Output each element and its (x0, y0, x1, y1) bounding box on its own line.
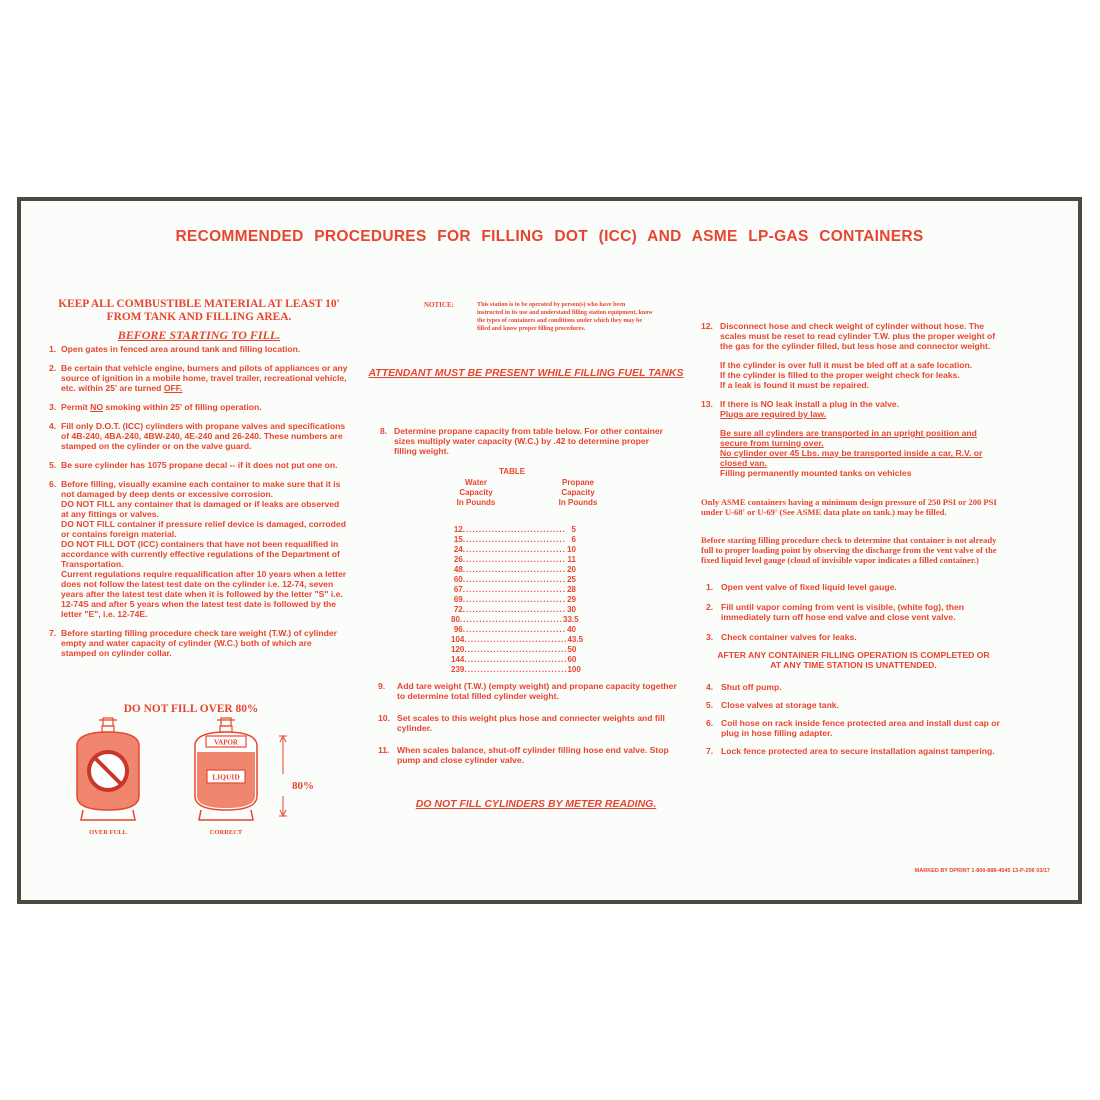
water-capacity-cell: 24 (453, 545, 463, 554)
sign-title: RECOMMENDED PROCEDURES FOR FILLING DOT (ICC) AND ASME LP-GAS CONTAINERS (175, 228, 924, 245)
vapor-label: VAPOR (214, 738, 238, 747)
header-line: Propane (561, 478, 594, 487)
item-text: Add tare weight (T.W.) (empty weight) and propane capacity together to determine total filled cylinder weight. (397, 681, 677, 701)
water-capacity-header (446, 478, 506, 508)
water-capacity-cell: 67 (453, 585, 463, 594)
eighty-percent-label: 80% (292, 780, 314, 792)
item-text: Before filling, visually examine each container to make sure that it is not damaged by deep dents or excessive corrosion. (61, 479, 341, 499)
table-row (451, 665, 581, 675)
item-text: Coil hose on rack inside fence protected area and install dust cap or plug in hose filling adapter. (721, 718, 1000, 738)
table-row (451, 585, 576, 595)
left-item-4 (49, 421, 349, 451)
item-text: Lock fence protected area to secure installation against tampering. (721, 746, 995, 756)
item-number: 6. (49, 479, 57, 489)
middle-item-8 (380, 426, 670, 456)
item-number: 1. (49, 344, 57, 354)
item-number: 3. (49, 402, 57, 412)
water-capacity-cell: 26 (453, 555, 463, 564)
footer-mark: MARKED BY DPRINT 1-800-888-4545 13-P-206 03/17 (914, 868, 1050, 874)
item-6-line-1: DO NOT FILL any container that is damaged or if leaks are observed at any fittings or valves. (61, 499, 340, 519)
right-step-4 (706, 682, 1001, 692)
item-text: Set scales to this weight plus hose and connecter weights and fill cylinder. (397, 713, 665, 733)
propane-capacity-cell: 43.5 (567, 635, 584, 644)
overfull-line: If the cylinder is over full it must be bled off at a safe location. (720, 360, 973, 370)
item-number: 7. (706, 746, 714, 756)
liquid-label: LIQUID (212, 772, 240, 782)
propane-capacity-cell: 6 (571, 535, 576, 544)
item-number: 7. (49, 628, 57, 638)
propane-capacity-cell: 60 (567, 655, 577, 664)
item-text: Open gates in fenced area around tank and filling location. (61, 344, 301, 354)
tank-diagram (69, 716, 319, 841)
header-line: In Pounds (558, 498, 598, 507)
water-capacity-cell: 80 (451, 615, 460, 624)
capacity-table (451, 525, 584, 675)
leader-dots: ................................ (464, 655, 568, 664)
after-filling-notice: AFTER ANY CONTAINER FILLING OPERATION IS COMPLETED OR AT ANY TIME STATION IS UNATTENDED. (717, 650, 990, 670)
item-number: 8. (380, 426, 388, 436)
propane-capacity-header (548, 478, 608, 508)
leader-dots: ................................ (464, 635, 568, 644)
item-text-pre: Permit (61, 402, 91, 412)
left-item-7 (49, 628, 349, 658)
right-step-6 (706, 718, 1001, 738)
liquid-level-steps (706, 582, 1001, 642)
item-number: 6. (706, 718, 714, 728)
leader-dots: ................................ (464, 665, 568, 674)
overfull-label: OVER FULL (89, 829, 127, 836)
table-row (451, 525, 576, 535)
item-text: Open vent valve of fixed liquid level gauge. (721, 582, 897, 592)
leader-dots: ................................ (462, 625, 566, 634)
overfull-tank-icon (77, 718, 139, 820)
item-number: 1. (706, 582, 714, 592)
leader-dots: ................................ (462, 545, 566, 554)
leader-dots: ................................ (462, 595, 566, 604)
middle-item-9 (378, 681, 678, 701)
item-6-line-4: Current regulations require requalification after 10 years when a letter does not follow the latest test date on the cylinder i.e. 12-74, seven years after the latest test date when it is followed by the letter "S" i.e. 12-74S and after 5 years when the latest test date is followed by the letter "E", i.e. 12-74E. (61, 569, 347, 619)
safety-sign (17, 197, 1082, 904)
water-capacity-cell: 72 (453, 605, 463, 614)
asme-rule: Only ASME containers having a minimum design pressure of 250 PSI or 200 PSI under U-68' or U-69' (See ASME data plate on tank.) may be filled. (701, 497, 997, 517)
propane-capacity-cell: 5 (571, 525, 576, 534)
leader-dots: ................................ (459, 615, 564, 624)
item-number: 5. (49, 460, 57, 470)
left-item-6 (49, 479, 349, 619)
over-45-rule: No cylinder over 45 Lbs. may be transported inside a car, R.V. or closed van. (720, 448, 983, 468)
right-step-1 (706, 582, 1001, 592)
item-text: Close valves at storage tank. (721, 700, 839, 710)
permanent-tanks: Filling permanently mounted tanks on vehicles (720, 468, 912, 478)
item-emphasis: NO (90, 402, 104, 412)
leader-dots: ................................ (462, 565, 566, 574)
item-number: 5. (706, 700, 714, 710)
item-text: Disconnect hose and check weight of cylinder without hose. The scales must be reset to read cylinder T.W. plus the proper weight of the gas for the cylinder filled, but less hose and connector weight. (720, 321, 996, 351)
item-6-line-2: DO NOT FILL container if pressure relief device is damaged, corroded or contains foreign material. (61, 519, 346, 539)
item-6-line-3: DO NOT FILL DOT (ICC) containers that have not been requalified in accordance with currently effective regulations of the Department of Transportation. (61, 539, 340, 569)
water-capacity-cell: 144 (451, 655, 465, 664)
right-step-7 (706, 746, 1001, 756)
overfull-line: If a leak is found it must be repaired. (720, 380, 869, 390)
combustible-heading-line-1: KEEP ALL COMBUSTIBLE MATERIAL AT LEAST 10' (58, 298, 340, 310)
table-row (451, 595, 576, 605)
meter-warning: DO NOT FILL CYLINDERS BY METER READING. (415, 798, 657, 810)
header-line: Capacity (459, 488, 493, 497)
propane-capacity-cell: 11 (567, 555, 576, 564)
leader-dots: ................................ (464, 645, 568, 654)
item-text: Fill until vapor coming from vent is visible, (white fog), then immediately turn off hose end valve and close vent valve. (721, 602, 965, 622)
leader-dots: ................................ (462, 525, 566, 534)
propane-capacity-cell: 40 (567, 625, 576, 634)
upright-rule: Be sure all cylinders are transported in an upright position and secure from turning over. (720, 428, 977, 448)
table-row (451, 605, 576, 615)
plugs-required: Plugs are required by law. (720, 409, 827, 419)
leader-dots: ................................ (462, 555, 566, 564)
water-capacity-cell: 104 (451, 635, 465, 644)
item-number: 10. (378, 713, 390, 723)
do-not-fill-heading: DO NOT FILL OVER 80% (123, 703, 259, 715)
item-text: Determine propane capacity from table below. For other container sizes multiply water capacity (W.C.) by .42 to determine proper filling weight. (394, 426, 664, 456)
table-row (451, 645, 576, 655)
item-text: smoking within 25' of filling operation. (103, 402, 262, 412)
notice-label: NOTICE: (424, 301, 454, 309)
left-item-3 (49, 402, 349, 412)
item-number: 12. (701, 321, 713, 331)
table-row (451, 575, 576, 585)
middle-items-9-11 (378, 681, 678, 765)
table-row (451, 635, 584, 645)
item-emphasis: OFF. (163, 383, 183, 393)
water-capacity-cell: 60 (453, 575, 463, 584)
table-row (451, 545, 576, 555)
overfull-instructions (720, 360, 1001, 390)
leader-dots: ................................ (462, 585, 566, 594)
item-text: Be certain that vehicle engine, burners and pilots of appliances or any source of ignition in a mobile home, travel trailer, recreational vehicle, etc. within 25' are turned (61, 363, 348, 393)
correct-tank-icon (195, 718, 257, 820)
propane-capacity-cell: 50 (567, 645, 577, 654)
table-row (451, 555, 576, 565)
item-number: 4. (706, 682, 714, 692)
item-number: 4. (49, 421, 57, 431)
combustible-heading-line-2: FROM TANK AND FILLING AREA. (106, 311, 292, 323)
item-number: 11. (378, 745, 390, 755)
transport-rules (720, 409, 1001, 478)
table-row (451, 625, 576, 635)
propane-capacity-cell: 28 (567, 585, 576, 594)
table-row (451, 565, 576, 575)
middle-item-10 (378, 713, 678, 733)
right-step-3 (706, 632, 1001, 642)
right-item-12 (701, 321, 1001, 351)
item-number: 2. (49, 363, 57, 373)
item-number: 3. (706, 632, 714, 642)
middle-item-11 (378, 745, 678, 765)
propane-capacity-cell: 29 (567, 595, 576, 604)
propane-capacity-cell: 30 (567, 605, 576, 614)
water-capacity-cell: 120 (451, 645, 465, 654)
header-line: Capacity (561, 488, 595, 497)
propane-capacity-cell: 10 (567, 545, 576, 554)
leader-dots: ................................ (462, 575, 566, 584)
header-line: In Pounds (456, 498, 496, 507)
table-row (451, 615, 579, 625)
leader-dots: ................................ (462, 605, 566, 614)
item-text: If there is NO leak install a plug in the valve. (720, 399, 900, 409)
propane-capacity-cell: 33.5 (563, 615, 579, 624)
item-text: Shut off pump. (721, 682, 782, 692)
right-step-2 (706, 602, 1001, 622)
eighty-percent-arrow-icon (279, 736, 287, 816)
item-text: When scales balance, shut-off cylinder filling hose end valve. Stop pump and close cylinder valve. (397, 745, 669, 765)
header-line: Water (465, 478, 487, 487)
water-capacity-cell: 239 (451, 665, 465, 674)
left-column (49, 298, 349, 658)
item-text: Be sure cylinder has 1075 propane decal -- if it does not put one on. (61, 460, 338, 470)
water-capacity-cell: 96 (453, 625, 463, 634)
propane-capacity-cell: 100 (567, 665, 581, 674)
notice-text: This station is to be operated by person(s) who have been instructed in its use and understand filling station equipment, know the types of containers and conditions under which they may be filled and know proper filling procedures. (477, 302, 653, 333)
item-text: Check container valves for leaks. (721, 632, 857, 642)
right-step-5 (706, 700, 1001, 710)
item-number: 2. (706, 602, 714, 612)
before-filling-check: Before starting filling procedure check to determine that container is not already full to proper loading point by observing the discharge from the vent valve of the fixed liquid level gauge (cloud of invisible vapor indicates a filled container.) (701, 535, 997, 565)
table-title: TABLE (499, 467, 526, 476)
left-item-5 (49, 460, 349, 470)
water-capacity-cell: 15 (453, 535, 463, 544)
item-text: Before starting filling procedure check tare weight (T.W.) of cylinder empty and water capacity of cylinder (W.C.) both of which are stamped on cylinder collar. (61, 628, 338, 658)
leader-dots: ................................ (462, 535, 566, 544)
item-number: 9. (378, 681, 386, 691)
table-row (451, 535, 576, 545)
water-capacity-cell: 69 (453, 595, 463, 604)
overfull-line: If the cylinder is filled to the proper weight check for leaks. (720, 370, 960, 380)
right-item-13 (701, 399, 1001, 409)
combustible-heading (49, 298, 349, 324)
shutdown-steps (706, 682, 1001, 756)
propane-capacity-cell: 20 (567, 565, 576, 574)
attendant-warning: ATTENDANT MUST BE PRESENT WHILE FILLING FUEL TANKS (368, 367, 684, 379)
water-capacity-cell: 48 (453, 565, 463, 574)
left-item-1 (49, 344, 349, 354)
left-item-2 (49, 363, 349, 393)
right-column (701, 321, 1001, 478)
propane-capacity-cell: 25 (567, 575, 576, 584)
water-capacity-cell: 12 (453, 525, 463, 534)
before-fill-subheading: BEFORE STARTING TO FILL. (117, 328, 281, 342)
table-row (451, 655, 576, 665)
correct-label: CORRECT (209, 829, 243, 836)
item-number: 13. (701, 399, 713, 409)
item-text: Fill only D.O.T. (ICC) cylinders with propane valves and specifications of 4B-240, 4BA-240, 4BW-240, 4E-240 and 26-240. These numbers are stamped on the cylinder or on the valve guard. (61, 421, 346, 451)
